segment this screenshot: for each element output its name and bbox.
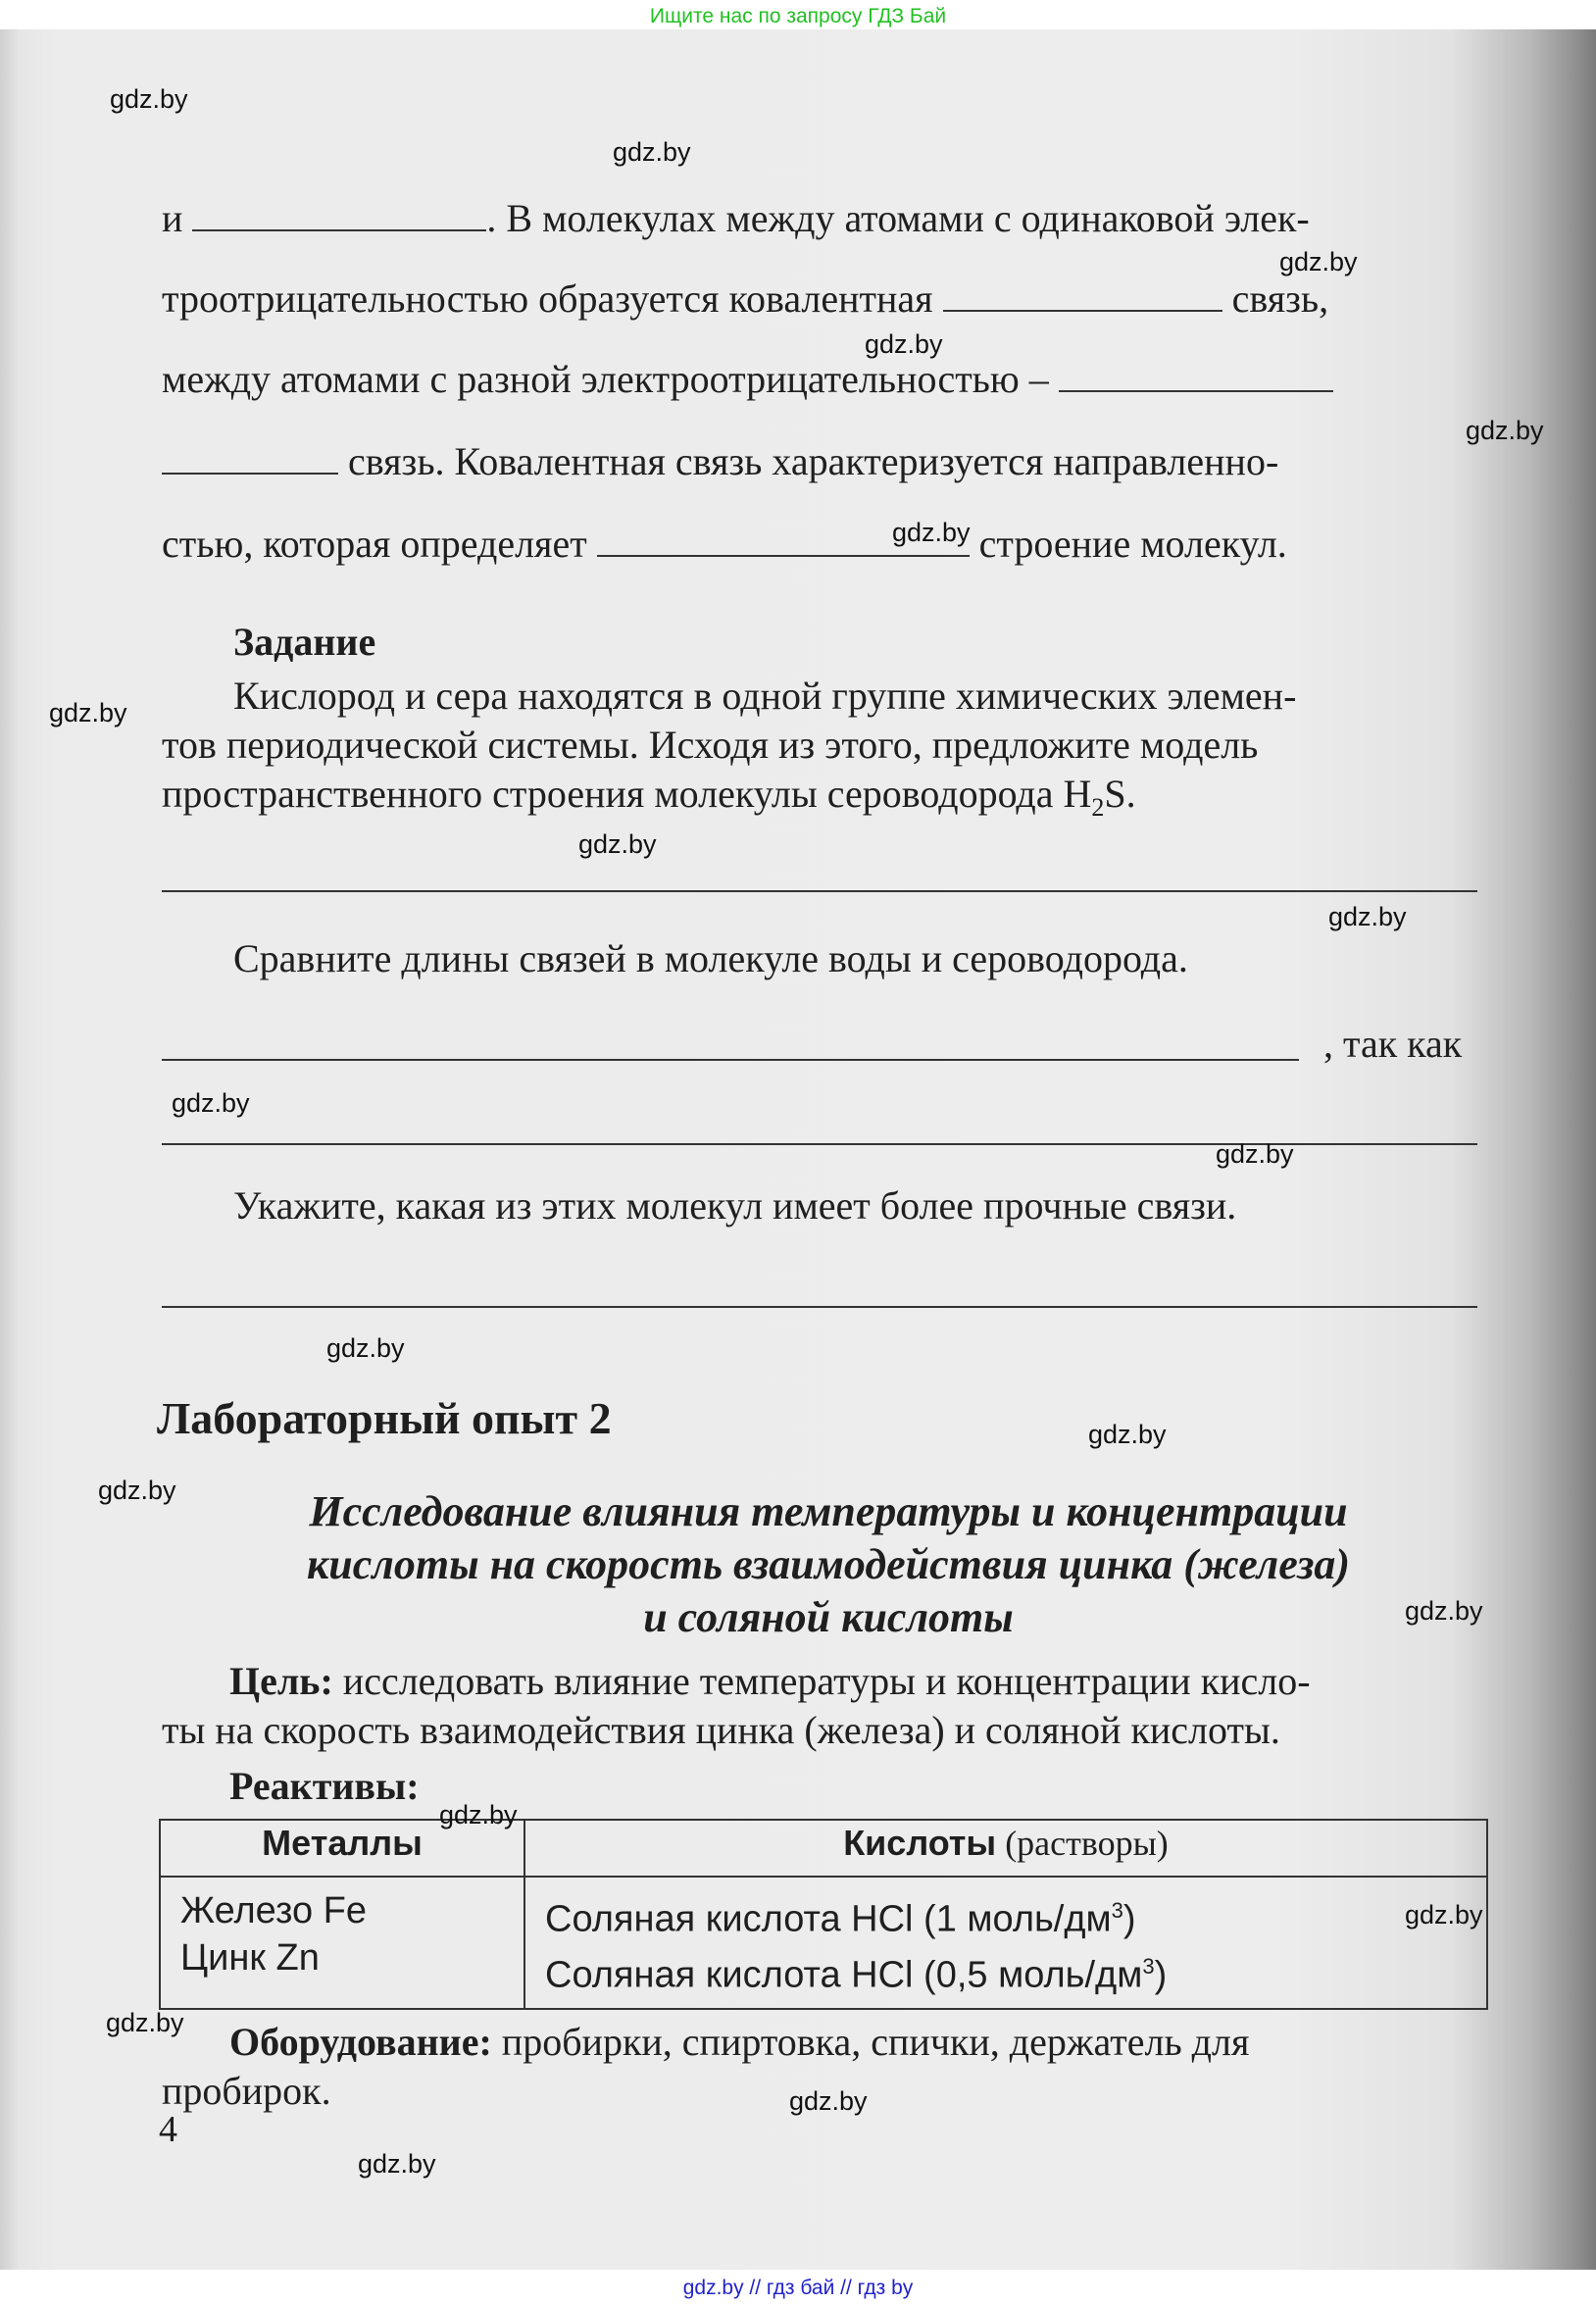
text-fragment: ) xyxy=(1122,1898,1136,1940)
answer-line[interactable] xyxy=(162,1059,1299,1061)
acid-2 xyxy=(545,1943,1467,1999)
equipment-label: Оборудование: xyxy=(229,2020,492,2064)
watermark: gdz.by xyxy=(98,1476,176,1505)
text-fragment: ) xyxy=(1154,1954,1168,1996)
metal-zinc: Цинк Zn xyxy=(180,1937,320,1979)
watermark: gdz.by xyxy=(110,84,188,114)
watermark: gdz.by xyxy=(892,518,971,547)
watermark: gdz.by xyxy=(49,698,127,727)
text-fragment: пробирки, спиртовка, спички, держатель для xyxy=(491,2020,1250,2064)
table-header-acids xyxy=(524,1820,1487,1877)
watermark: gdz.by xyxy=(358,2149,436,2179)
acid-1 xyxy=(545,1887,1467,1943)
table-row xyxy=(160,1877,1487,2009)
text-fragment: троотрицательностью образуется ковалентная xyxy=(162,276,933,321)
watermark: gdz.by xyxy=(789,2086,868,2116)
text-fragment: связь, xyxy=(1231,276,1329,321)
watermark: gdz.by xyxy=(439,1800,518,1829)
superscript: 3 xyxy=(1142,1953,1155,1979)
watermark: gdz.by xyxy=(106,2008,184,2037)
text-line-2 xyxy=(162,275,1495,324)
subscript: 2 xyxy=(1091,793,1105,822)
text-fragment: Соляная кислота HCl (0,5 моль/дм xyxy=(545,1954,1143,1996)
watermark: gdz.by xyxy=(1328,902,1407,931)
text-fragment: пространственного строения молекулы сероводорода H xyxy=(162,772,1092,816)
text-fragment: строение молекул. xyxy=(978,522,1287,566)
superscript: 3 xyxy=(1111,1898,1123,1923)
answer-blank[interactable] xyxy=(1059,355,1333,392)
lab-title-line-2: кислоты на скорость взаимодействия цинка (железа) xyxy=(306,1540,1351,1588)
goal-label: Цель: xyxy=(229,1659,333,1703)
reagents-table xyxy=(159,1819,1488,2010)
watermark: gdz.by xyxy=(1405,1596,1483,1626)
answer-line[interactable] xyxy=(162,890,1477,892)
top-banner[interactable]: Ищите нас по запросу ГДЗ Бай xyxy=(649,5,947,27)
text-line-5 xyxy=(162,520,1495,569)
answer-line[interactable] xyxy=(162,1306,1477,1308)
watermark: gdz.by xyxy=(865,329,943,359)
answer-blank[interactable] xyxy=(943,275,1222,312)
metal-iron: Железо Fe xyxy=(180,1890,367,1931)
watermark: gdz.by xyxy=(578,829,657,859)
answer-blank[interactable] xyxy=(192,194,486,231)
watermark: gdz.by xyxy=(1466,416,1544,445)
watermark: gdz.by xyxy=(172,1088,250,1118)
answer-blank[interactable] xyxy=(162,437,338,475)
table-cell-metals xyxy=(160,1877,524,2009)
equipment-line-1 xyxy=(229,2018,1494,2067)
text-line-1 xyxy=(162,194,1495,243)
text-fragment: связь. Ковалентная связь характеризуется направленно- xyxy=(348,439,1279,483)
task-question-3: Укажите, какая из этих молекул имеет более прочные связи. xyxy=(233,1183,1237,1228)
bottom-banner[interactable]: gdz.by // гдз бай // гдз by xyxy=(682,2277,914,2299)
table-cell-acids xyxy=(524,1877,1487,2009)
text-fragment: между атомами с разной электроотрицательностью – xyxy=(162,357,1049,401)
text-fragment: исследовать влияние температуры и концентрации кисло- xyxy=(332,1659,1311,1703)
watermark: gdz.by xyxy=(326,1333,405,1363)
text-fragment: S. xyxy=(1104,772,1136,816)
table-header-row xyxy=(160,1820,1487,1877)
watermark: gdz.by xyxy=(1405,1900,1483,1929)
header-text: (растворы) xyxy=(996,1824,1169,1863)
task-line-3 xyxy=(162,770,1495,832)
text-fragment: стью, которая определяет xyxy=(162,522,587,566)
watermark: gdz.by xyxy=(1279,247,1358,276)
lab-title-line-3: и соляной кислоты xyxy=(643,1593,1014,1641)
goal-line-1 xyxy=(229,1657,1563,1706)
table-header-metals: Металлы xyxy=(160,1820,524,1877)
lab-title-line-1: Исследование влияния температуры и концентрации xyxy=(309,1487,1348,1535)
text-line-4 xyxy=(162,437,1495,486)
text-fragment: и xyxy=(162,196,183,240)
task-heading: Задание xyxy=(233,620,376,664)
lab-heading: Лабораторный опыт 2 xyxy=(157,1393,612,1443)
text-fragment: Соляная кислота HCl (1 моль/дм xyxy=(545,1898,1112,1940)
goal-line-2: ты на скорость взаимодействия цинка (железа) и соляной кислоты. xyxy=(162,1708,1280,1752)
reagents-label: Реактивы: xyxy=(229,1764,420,1808)
task-line-2: тов периодической системы. Исходя из этого, предложите модель xyxy=(162,723,1259,767)
task-line-1: Кислород и сера находятся в одной группе химических элемен- xyxy=(233,674,1297,718)
equipment-line-2: пробирок. xyxy=(162,2069,331,2113)
watermark: gdz.by xyxy=(1088,1420,1167,1449)
watermark: gdz.by xyxy=(1216,1139,1294,1169)
text-line-3 xyxy=(162,355,1495,404)
page-number: 4 xyxy=(159,2109,177,2150)
task-question-2: Сравните длины связей в молекуле воды и сероводорода. xyxy=(233,936,1188,980)
watermark: gdz.by xyxy=(613,137,691,167)
since-text: , так как xyxy=(1323,1022,1463,1066)
text-fragment: . В молекулах между атомами с одинаковой элек- xyxy=(486,196,1310,240)
header-text: Кислоты xyxy=(843,1823,997,1863)
